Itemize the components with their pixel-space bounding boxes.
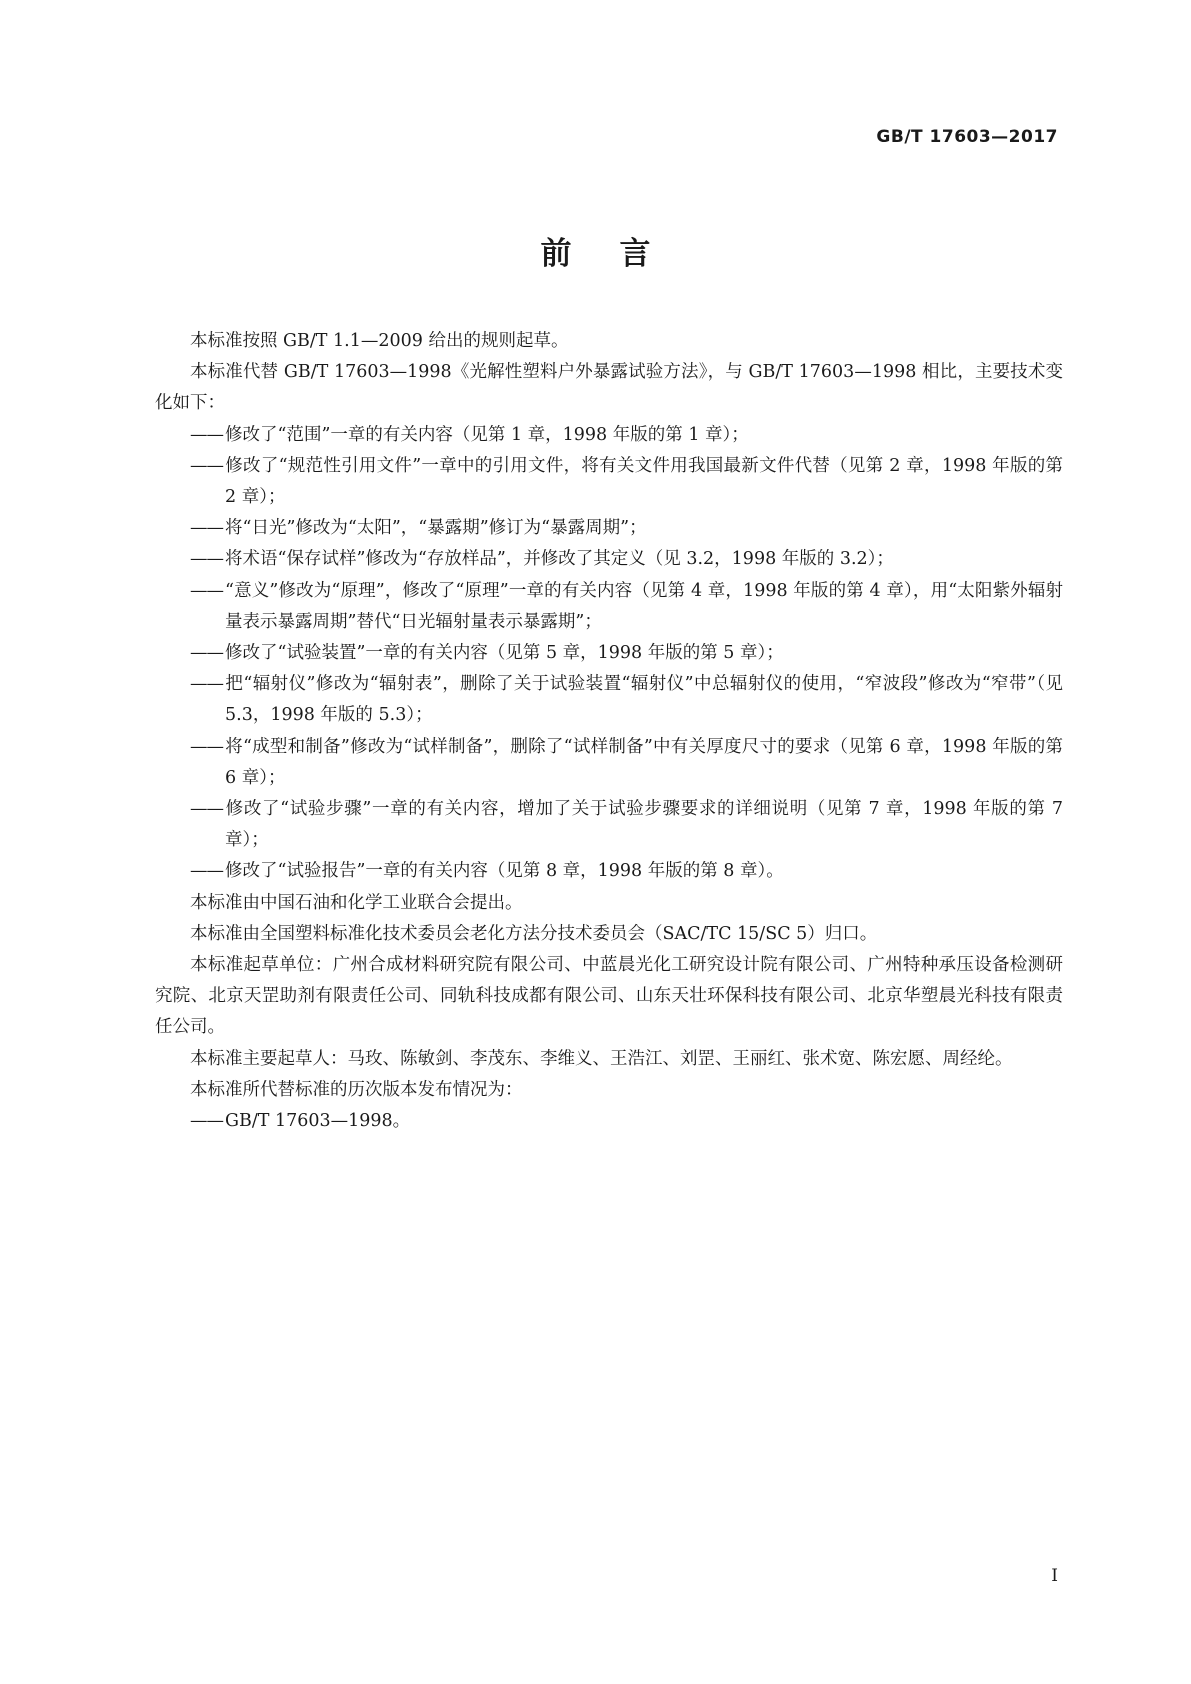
dash-marker: —— (190, 643, 223, 664)
paragraph: 本标准由中国石油和化学工业联合会提出。 (190, 892, 523, 913)
dash-marker: —— (190, 1111, 223, 1132)
dash-marker: —— (190, 861, 223, 882)
dash-marker: —— (190, 580, 223, 601)
list-item (190, 856, 1063, 887)
paragraph: 本标准按照 GB/T 1.1—2009 给出的规则起草。 (190, 331, 569, 351)
list-item-text: 修改了“试验报告”一章的有关内容（见第 8 章，1998 年版的第 8 章）。 (225, 861, 784, 882)
list-item (190, 513, 1063, 544)
dash-marker: —— (190, 549, 223, 570)
page-title: 前言 (540, 236, 699, 272)
preface-body (155, 326, 1063, 1137)
list-item-text: “意义”修改为“原理”，修改了“原理”一章的有关内容（见第 4 章，1998 年版的第 4 章），用“太阳紫外辐射量表示暴露周期”替代“日光辐射量表示暴露期”； (225, 580, 1063, 632)
list-item-text: 将术语“保存试样”修改为“存放样品”，并修改了其定义（见 3.2，1998 年版的 3.2）； (225, 549, 894, 570)
list-item (190, 732, 1063, 794)
paragraph: 本标准所代替标准的历次版本发布情况为： (190, 1079, 523, 1100)
list-item-text: 把“辐射仪”修改为“辐射表”，删除了关于试验装置“辐射仪”中总辐射仪的使用，“窄波段”修改为“窄带”（见 5.3，1998 年版的 5.3）； (225, 674, 1063, 726)
paragraph: 本标准主要起草人：马玫、陈敏剑、李茂东、李维义、王浩江、刘罡、王丽红、张术宽、陈宏愿、周经纶。 (190, 1048, 1013, 1069)
paragraph: 本标准起草单位：广州合成材料研究院有限公司、中蓝晨光化工研究设计院有限公司、广州特种承压设备检测研究院、北京天罡助剂有限责任公司、同轨科技成都有限公司、山东天壮环保科技有限公司、北京华塑晨光科技有限责任公司。 (155, 955, 1063, 1038)
list-item (190, 576, 1063, 638)
dash-marker: —— (190, 455, 223, 476)
list-item-text: 修改了“试验装置”一章的有关内容（见第 5 章，1998 年版的第 5 章）； (225, 643, 784, 664)
list-item-text: 将“成型和制备”修改为“试样制备”，删除了“试样制备”中有关厚度尺寸的要求（见第 6 章，1998 年版的第 6 章）； (225, 736, 1063, 788)
paragraph: 本标准代替 GB/T 17603—1998《光解性塑料户外暴露试验方法》，与 GB/T 17603—1998 相比，主要技术变化如下： (155, 362, 1063, 414)
list-item-text: GB/T 17603—1998。 (225, 1111, 411, 1132)
dash-marker: —— (190, 736, 223, 757)
list-item (190, 420, 1063, 451)
paragraph: 本标准由全国塑料标准化技术委员会老化方法分技术委员会（SAC/TC 15/SC 5）归口。 (190, 923, 878, 944)
list-item (190, 1106, 1063, 1137)
page-number: I (1051, 1566, 1058, 1586)
dash-marker: —— (190, 799, 223, 820)
list-item (190, 638, 1063, 669)
dash-marker: —— (190, 674, 223, 695)
list-item-text: 修改了“范围”一章的有关内容（见第 1 章，1998 年版的第 1 章）； (225, 424, 749, 445)
dash-marker: —— (190, 518, 223, 539)
list-item-text: 修改了“试验步骤”一章的有关内容，增加了关于试验步骤要求的详细说明（见第 7 章，1998 年版的第 7 章）； (225, 799, 1063, 851)
list-item-text: 将“日光”修改为“太阳”，“暴露期”修订为“暴露周期”； (225, 518, 647, 539)
list-item (190, 794, 1063, 856)
dash-marker: —— (190, 424, 223, 445)
list-item (190, 669, 1063, 731)
list-item (190, 544, 1063, 575)
list-item-text: 修改了“规范性引用文件”一章中的引用文件，将有关文件用我国最新文件代替（见第 2 章，1998 年版的第 2 章）； (225, 455, 1063, 508)
standard-number: GB/T 17603—2017 (876, 127, 1058, 147)
list-item (190, 451, 1063, 513)
